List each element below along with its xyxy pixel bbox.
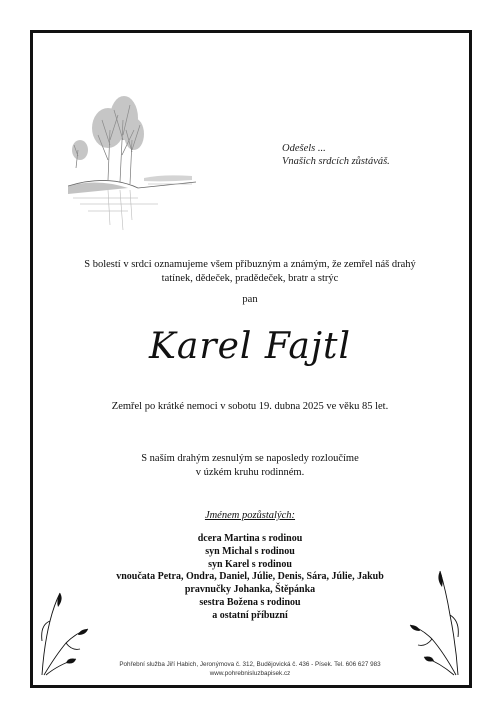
announcement [36, 258, 464, 286]
mourners-list [36, 533, 464, 623]
footer-company-info: Pohřební služba Jiří Habich, Jeronýmova č. 312, Budějovická č. 436 - Písek. Tel. 606 627 983 [119, 661, 381, 668]
motto [282, 142, 390, 168]
mourner-line: syn Michal s rodinou [205, 545, 295, 557]
mourner-line: sestra Božena s rodinou [199, 596, 301, 608]
motto-line-2: Vnašich srdcích zůstáváš. [282, 156, 390, 167]
farewell-notice [36, 452, 464, 480]
mourner-line: pravnučky Johanka, Štěpánka [184, 584, 316, 596]
mourner-line: syn Karel s rodinou [208, 558, 292, 570]
motto-line-1: Odešels ... [282, 143, 326, 154]
footer-website: www.pohrebnisluzbapisek.cz [209, 670, 291, 677]
lake-trees-sketch-image [68, 90, 196, 240]
honorific: pan [242, 294, 258, 305]
mourners-heading: Jménem pozůstalých: [204, 510, 296, 521]
farewell-line-2: v úzkém kruhu rodinném. [195, 467, 305, 478]
deceased-name: Karel Fajtl [149, 326, 351, 367]
announcement-line-1: S bolestí v srdci oznamujeme všem příbuzným a známým, že zemřel náš drahý [84, 259, 416, 270]
mourner-line: a ostatní příbuzní [212, 609, 288, 621]
death-notice: Zemřel po krátké nemoci v sobotu 19. dubna 2025 ve věku 85 let. [111, 401, 389, 412]
farewell-line-1: S naším drahým zesnulým se naposledy rozloučíme [141, 453, 359, 464]
mourner-line: vnoučata Petra, Ondra, Daniel, Júlie, Denis, Sára, Júlie, Jakub [116, 571, 384, 583]
announcement-line-2: tatínek, dědeček, pradědeček, bratr a strýc [161, 273, 339, 284]
mourner-line: dcera Martina s rodinou [197, 533, 303, 544]
footer [36, 660, 464, 678]
